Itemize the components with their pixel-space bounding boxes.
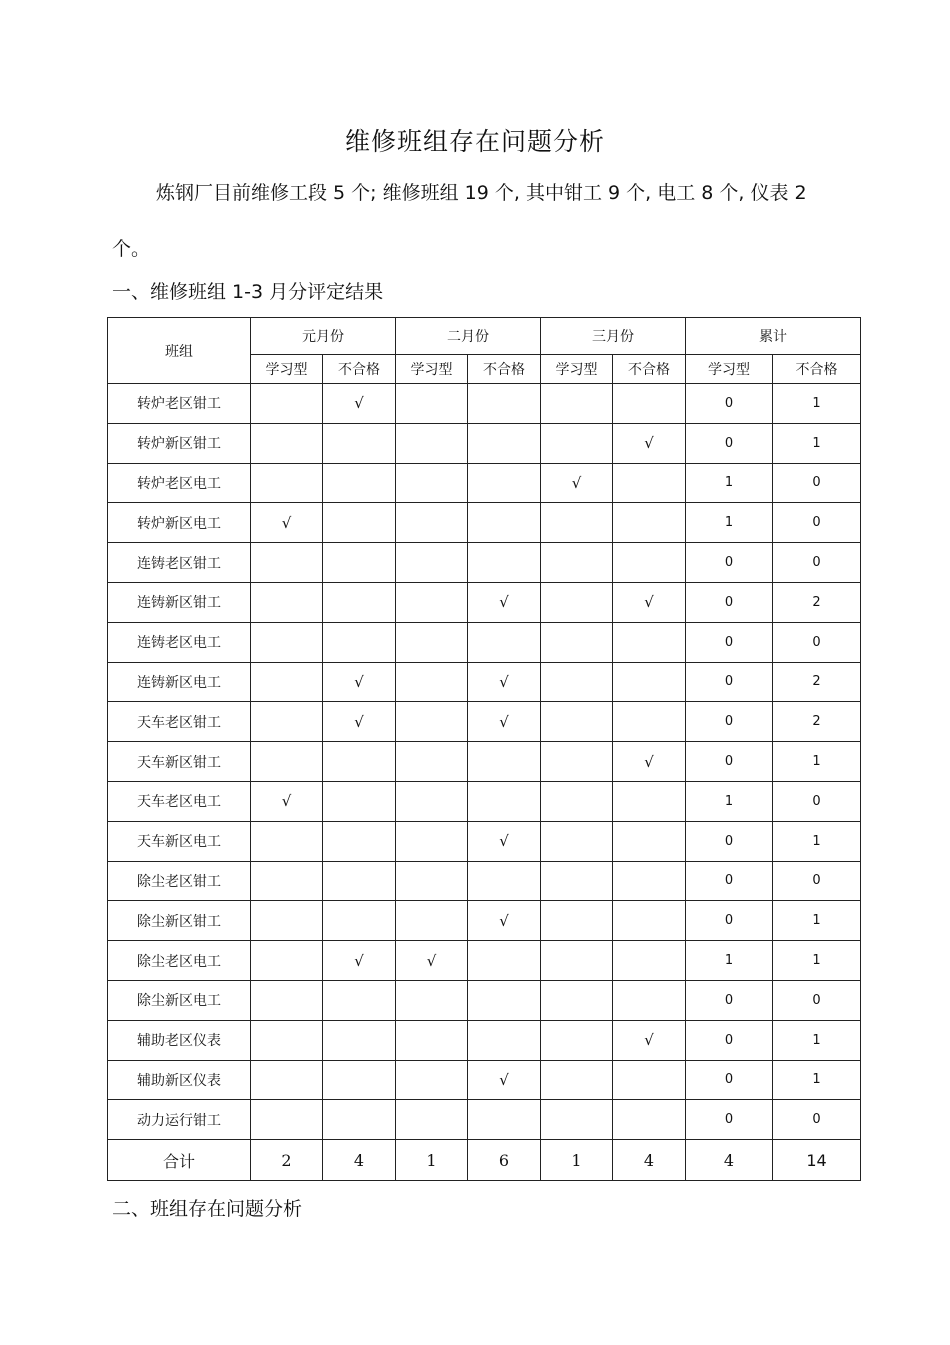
month-cell: √: [251, 503, 323, 543]
month-cell: [613, 384, 686, 424]
section-heading-1: 一、维修班组 1-3 月分评定结果: [112, 281, 384, 303]
cumulative-cell: 0: [686, 622, 773, 662]
month-header-mar: 三月份: [541, 318, 686, 355]
month-cell: [251, 1100, 323, 1140]
month-cell: [396, 901, 468, 941]
table-row: [108, 742, 861, 782]
month-cell: [251, 742, 323, 782]
table-row: [108, 463, 861, 503]
table-row: [108, 582, 861, 622]
month-cell: √: [468, 662, 541, 702]
month-cell: [541, 622, 613, 662]
cumulative-cell: 0: [686, 543, 773, 583]
month-cell: [468, 742, 541, 782]
month-cell: [251, 941, 323, 981]
cumulative-cell: 2: [773, 662, 861, 702]
month-cell: [468, 861, 541, 901]
sub-header: 学习型: [396, 355, 468, 384]
month-cell: √: [323, 941, 396, 981]
evaluation-table: [107, 317, 861, 1181]
month-cell: [251, 901, 323, 941]
month-cell: [251, 980, 323, 1020]
cumulative-cell: 1: [773, 821, 861, 861]
month-cell: [468, 1100, 541, 1140]
month-cell: [541, 662, 613, 702]
sub-header: 学习型: [686, 355, 773, 384]
table-row: [108, 901, 861, 941]
month-cell: [613, 941, 686, 981]
cumulative-cell: 1: [773, 384, 861, 424]
month-cell: [323, 1100, 396, 1140]
month-cell: [251, 582, 323, 622]
cumulative-cell: 1: [773, 423, 861, 463]
month-cell: [251, 1060, 323, 1100]
month-cell: [396, 702, 468, 742]
month-cell: [323, 423, 396, 463]
table-row: [108, 821, 861, 861]
month-cell: [468, 384, 541, 424]
table-row: [108, 1060, 861, 1100]
row-team-name: 辅助新区仪表: [108, 1060, 251, 1100]
row-team-name: 辅助老区仪表: [108, 1020, 251, 1060]
month-cell: √: [613, 742, 686, 782]
table-row: [108, 543, 861, 583]
table-row: [108, 861, 861, 901]
table-row: [108, 423, 861, 463]
month-cell: 1: [541, 1140, 613, 1181]
month-header-total: 累计: [686, 318, 861, 355]
month-cell: 6: [468, 1140, 541, 1181]
month-cell: [251, 622, 323, 662]
month-cell: √: [323, 384, 396, 424]
cumulative-cell: 0: [773, 622, 861, 662]
cumulative-cell: 0: [686, 980, 773, 1020]
month-cell: [613, 821, 686, 861]
month-header-feb: 二月份: [396, 318, 541, 355]
month-cell: [541, 742, 613, 782]
month-header-jan: 元月份: [251, 318, 396, 355]
month-cell: [468, 463, 541, 503]
cumulative-cell: 1: [686, 941, 773, 981]
row-team-name: 除尘新区钳工: [108, 901, 251, 941]
table-row: [108, 980, 861, 1020]
month-cell: [541, 543, 613, 583]
month-cell: [468, 543, 541, 583]
row-team-name: 除尘老区钳工: [108, 861, 251, 901]
table-row: [108, 781, 861, 821]
month-cell: [323, 821, 396, 861]
cumulative-cell: 1: [773, 742, 861, 782]
month-cell: [541, 384, 613, 424]
row-team-name: 连铸老区钳工: [108, 543, 251, 583]
month-cell: [541, 1100, 613, 1140]
month-cell: √: [468, 1060, 541, 1100]
month-cell: [613, 662, 686, 702]
cumulative-cell: 0: [686, 423, 773, 463]
cumulative-cell: 0: [773, 861, 861, 901]
month-cell: [323, 1060, 396, 1100]
month-cell: [396, 1100, 468, 1140]
month-cell: [613, 1100, 686, 1140]
month-cell: [613, 901, 686, 941]
month-cell: [541, 980, 613, 1020]
month-cell: [323, 901, 396, 941]
table-row: [108, 622, 861, 662]
month-cell: [396, 821, 468, 861]
row-team-name: 除尘新区电工: [108, 980, 251, 1020]
cumulative-cell: 0: [773, 463, 861, 503]
cumulative-cell: 0: [686, 1100, 773, 1140]
sub-header: 不合格: [323, 355, 396, 384]
month-cell: [396, 861, 468, 901]
month-cell: [323, 742, 396, 782]
month-cell: √: [323, 702, 396, 742]
month-cell: [468, 423, 541, 463]
cumulative-cell: 1: [773, 941, 861, 981]
month-cell: [541, 1060, 613, 1100]
sub-header: 不合格: [468, 355, 541, 384]
month-cell: [396, 543, 468, 583]
row-team-name: 合计: [108, 1140, 251, 1181]
intro-paragraph: 炼钢厂目前维修工段 5 个; 维修班组 19 个, 其中钳工 9 个, 电工 8 个, 仪表 2 个。: [112, 182, 807, 260]
cumulative-cell: 0: [773, 980, 861, 1020]
cumulative-cell: 2: [773, 582, 861, 622]
month-cell: [396, 1060, 468, 1100]
month-cell: [541, 582, 613, 622]
month-cell: [468, 622, 541, 662]
month-cell: [541, 821, 613, 861]
month-cell: 4: [613, 1140, 686, 1181]
table-row: [108, 503, 861, 543]
month-cell: [323, 622, 396, 662]
section-heading-2: 二、班组存在问题分析: [112, 1198, 303, 1220]
cumulative-cell: 0: [686, 861, 773, 901]
cumulative-cell: 0: [686, 384, 773, 424]
cumulative-cell: 1: [686, 781, 773, 821]
month-cell: [251, 662, 323, 702]
month-cell: [541, 702, 613, 742]
month-cell: √: [541, 463, 613, 503]
cumulative-cell: 1: [773, 901, 861, 941]
cumulative-cell: 4: [686, 1140, 773, 1181]
table-row: [108, 1020, 861, 1060]
month-cell: [468, 941, 541, 981]
row-team-name: 转炉新区电工: [108, 503, 251, 543]
month-cell: [396, 423, 468, 463]
month-cell: [613, 543, 686, 583]
month-cell: [468, 980, 541, 1020]
cumulative-cell: 0: [773, 1100, 861, 1140]
month-cell: √: [251, 781, 323, 821]
month-cell: [251, 821, 323, 861]
group-header: 班组: [108, 318, 251, 384]
row-team-name: 除尘老区电工: [108, 941, 251, 981]
month-cell: [396, 742, 468, 782]
month-cell: [323, 503, 396, 543]
cumulative-cell: 0: [686, 582, 773, 622]
month-cell: [613, 980, 686, 1020]
month-cell: [613, 781, 686, 821]
month-cell: √: [323, 662, 396, 702]
page-title: 维修班组存在问题分析: [344, 127, 605, 156]
month-cell: [541, 503, 613, 543]
month-cell: 2: [251, 1140, 323, 1181]
month-cell: [251, 1020, 323, 1060]
month-cell: [251, 861, 323, 901]
row-team-name: 转炉老区钳工: [108, 384, 251, 424]
row-team-name: 天车老区钳工: [108, 702, 251, 742]
cumulative-cell: 0: [773, 781, 861, 821]
month-cell: [323, 463, 396, 503]
month-cell: [323, 1020, 396, 1060]
cumulative-cell: 1: [686, 463, 773, 503]
cumulative-cell: 0: [686, 742, 773, 782]
month-cell: 1: [396, 1140, 468, 1181]
table-row: [108, 702, 861, 742]
sub-header: 学习型: [541, 355, 613, 384]
month-cell: [541, 901, 613, 941]
cumulative-cell: 0: [686, 901, 773, 941]
month-cell: √: [613, 423, 686, 463]
month-cell: [396, 662, 468, 702]
month-cell: √: [468, 901, 541, 941]
month-cell: [396, 980, 468, 1020]
table-row: [108, 941, 861, 981]
month-cell: [541, 423, 613, 463]
cumulative-cell: 14: [773, 1140, 861, 1181]
month-cell: [396, 622, 468, 662]
cumulative-cell: 2: [773, 702, 861, 742]
month-cell: [613, 622, 686, 662]
sub-header: 学习型: [251, 355, 323, 384]
month-cell: [613, 463, 686, 503]
month-cell: [468, 503, 541, 543]
month-cell: [396, 781, 468, 821]
total-row: [108, 1140, 861, 1181]
month-cell: [323, 543, 396, 583]
cumulative-cell: 0: [686, 1020, 773, 1060]
row-team-name: 天车老区电工: [108, 781, 251, 821]
month-cell: [468, 781, 541, 821]
cumulative-cell: 0: [773, 503, 861, 543]
row-team-name: 动力运行钳工: [108, 1100, 251, 1140]
month-cell: [541, 1020, 613, 1060]
month-cell: [613, 861, 686, 901]
month-cell: [251, 543, 323, 583]
cumulative-cell: 1: [773, 1060, 861, 1100]
month-cell: [396, 503, 468, 543]
month-cell: [396, 463, 468, 503]
month-cell: [468, 1020, 541, 1060]
month-cell: [396, 582, 468, 622]
month-cell: √: [613, 1020, 686, 1060]
month-cell: [613, 702, 686, 742]
table-row: [108, 662, 861, 702]
cumulative-cell: 0: [773, 543, 861, 583]
table-row: [108, 1100, 861, 1140]
month-cell: [541, 781, 613, 821]
month-cell: [541, 861, 613, 901]
sub-header: 不合格: [773, 355, 861, 384]
row-team-name: 连铸老区电工: [108, 622, 251, 662]
row-team-name: 转炉新区钳工: [108, 423, 251, 463]
month-cell: [323, 980, 396, 1020]
month-cell: √: [468, 702, 541, 742]
month-cell: [323, 781, 396, 821]
month-cell: [251, 463, 323, 503]
cumulative-cell: 0: [686, 662, 773, 702]
month-cell: 4: [323, 1140, 396, 1181]
cumulative-cell: 0: [686, 702, 773, 742]
month-cell: [251, 702, 323, 742]
month-cell: [396, 1020, 468, 1060]
month-cell: [396, 384, 468, 424]
cumulative-cell: 1: [773, 1020, 861, 1060]
month-cell: [613, 503, 686, 543]
month-cell: [541, 941, 613, 981]
month-cell: [251, 423, 323, 463]
table-row: [108, 384, 861, 424]
month-cell: [323, 861, 396, 901]
cumulative-cell: 0: [686, 1060, 773, 1100]
month-cell: √: [396, 941, 468, 981]
row-team-name: 天车新区电工: [108, 821, 251, 861]
cumulative-cell: 0: [686, 821, 773, 861]
cumulative-cell: 1: [686, 503, 773, 543]
month-cell: √: [468, 821, 541, 861]
month-cell: [323, 582, 396, 622]
month-cell: [613, 1060, 686, 1100]
row-team-name: 天车新区钳工: [108, 742, 251, 782]
row-team-name: 转炉老区电工: [108, 463, 251, 503]
row-team-name: 连铸新区钳工: [108, 582, 251, 622]
row-team-name: 连铸新区电工: [108, 662, 251, 702]
month-cell: √: [613, 582, 686, 622]
sub-header: 不合格: [613, 355, 686, 384]
month-cell: √: [468, 582, 541, 622]
month-cell: [251, 384, 323, 424]
